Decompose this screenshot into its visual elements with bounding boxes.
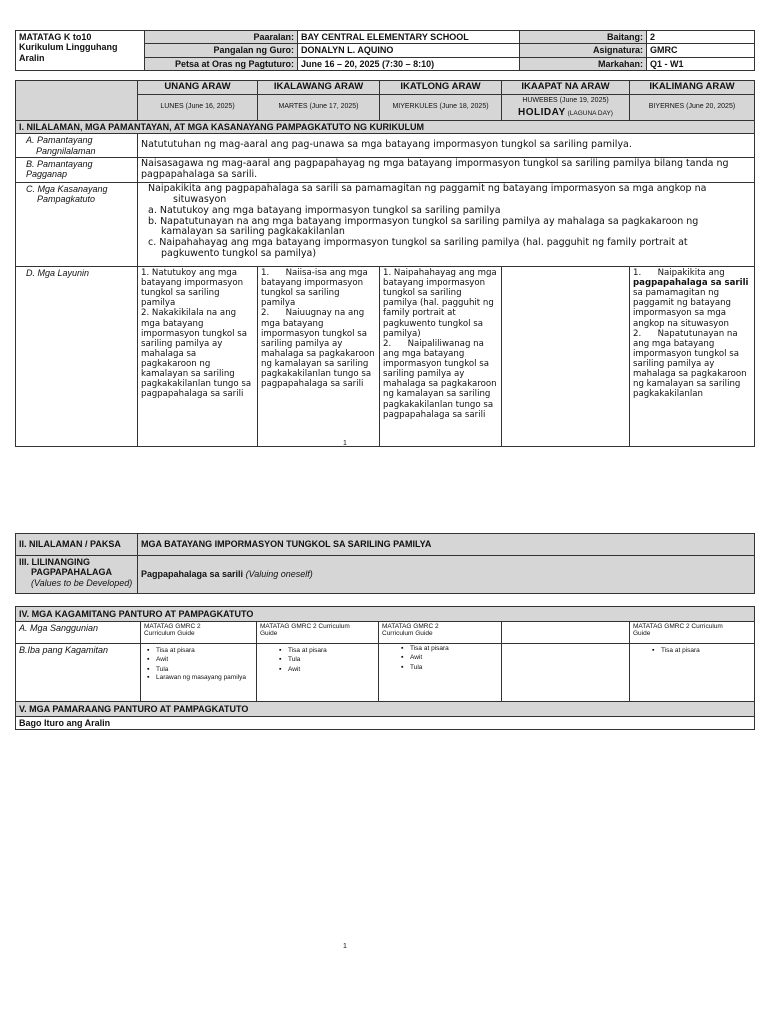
sanggunian-label: A. Mga Sanggunian	[16, 622, 141, 644]
day-2-date: MARTES (June 17, 2025)	[258, 94, 380, 120]
layunin-day-4	[502, 266, 630, 446]
sanggunian-day-2: MATATAG GMRC 2 Curriculum Guide	[257, 622, 379, 644]
list-item: ▪ Awit	[288, 665, 375, 674]
holiday-note: (LAGUNA DAY)	[567, 109, 613, 117]
paaralan-value: BAY CENTRAL ELEMENTARY SCHOOL	[298, 31, 520, 44]
kagamitan-day-1	[141, 644, 257, 702]
layunin-day-3: 1. Naipahahayag ang mga batayang impormasyon tungkol sa sariling pamilya (hal. pagguhit ng family portrait at pagkuwento tungkol sa pamilya) 2. Naipaliliwanag na ang mga batayang impormasyon tungkol sa sariling pamilya ay mahalaga sa pagkakaroon ng kamalayan sa sariling pagkakakilanlan tungo sa pagpapahalaga sa sarili	[380, 266, 502, 446]
day-5-date: BIYERNES (June 20, 2025)	[630, 94, 755, 120]
kagamitan-day-4	[502, 644, 630, 702]
list-item: ▪ Tula	[156, 665, 253, 674]
lilinanging-label: III. LILINANGING PAGPAPAHALAGA (Values to be Developed)	[16, 556, 138, 594]
page-number-bottom: 1	[343, 943, 347, 950]
kagamitan-day-3	[379, 644, 502, 702]
mga-layunin-label: D. Mga Layunin	[16, 266, 138, 446]
kasanayan-item-c: c. Naipahahayag ang mga batayang impormasyon tungkol sa sariling pamilya (hal. pagguhit ng family portrait at	[148, 237, 688, 249]
day-header-blank	[16, 81, 138, 121]
guro-value: DONALYN L. AQUINO	[298, 44, 520, 57]
list-item: ▪ Awit	[156, 655, 253, 664]
page-number-top: 1	[343, 440, 347, 447]
day-1-date: LUNES (June 16, 2025)	[138, 94, 258, 120]
sanggunian-day-1: MATATAG GMRC 2 Curriculum Guide	[141, 622, 257, 644]
asignatura-value: GMRC	[647, 44, 755, 57]
markahan-label: Markahan:	[520, 57, 647, 70]
day-3-name: IKATLONG ARAW	[380, 81, 502, 95]
kagamitan-label: B.Iba pang Kagamitan	[16, 644, 141, 702]
list-item: ▪ Tula	[288, 655, 375, 664]
markahan-value: Q1 - W1	[647, 57, 755, 70]
day-3-date: MIYERKULES (June 18, 2025)	[380, 94, 502, 120]
layunin-day-2: 1. Naiisa-isa ang mga batayang impormasyon tungkol sa sariling pamilya 2. Naiuugnay na ang mga batayang impormasyon tungkol sa sariling pamilya ay mahalaga sa pagkakaroon ng kamalayan sa sariling pagkakakilanlan tungo sa pagpapahalaga sa sarili	[258, 266, 380, 446]
nilalaman-value: MGA BATAYANG IMPORMASYON TUNGKOL SA SARILING PAMILYA	[138, 534, 755, 556]
day-2-name: IKALAWANG ARAW	[258, 81, 380, 95]
lilinanging-value: Pagpapahalaga sa sarili (Valuing oneself)	[138, 556, 755, 594]
section-5-title: V. MGA PAMARAANG PANTURO AT PAMPAGKATUTO	[16, 702, 755, 717]
layunin-day-1: 1. Natutukoy ang mga batayang impormasyon tungkol sa sariling pamilya 2. Nakakikilala na ang mga batayang impormasyon tungkol sa sariling pamilya ay mahalaga sa pagkakaroon ng kamalayan sa sariling pagkakakilanlan tungo sa pagpapahalaga sa sarili	[138, 266, 258, 446]
sanggunian-day-3: MATATAG GMRC 2 Curriculum Guide	[379, 622, 502, 644]
kasanayan-item-b: b. Napatutunayan na ang mga batayang impormasyon tungkol sa sariling pamilya ay mahalaga sa pagkakaroon ng	[148, 215, 699, 227]
list-item: ▪ Larawan ng masayang pamilya	[156, 674, 253, 681]
day-4-date-text: HUWEBES (June 19, 2025)	[522, 96, 609, 104]
doc-type: MATATAG K to10 Kurikulum Lingguhang Aralin	[16, 31, 145, 71]
kasanayang-pampagkatuto-text: Naipakikita ang pagpapahalaga sa sarili sa pamamagitan ng paggamit ng batayang impormasyon sa mga angkop na situwasyon a. Natutukoy ang mga batayang impormasyon tungkol sa sariling pamilya b. Napatutunayan na ang mga batayang impormasyon tungkol sa sariling pamilya ay mahalaga sa pagkakaroon ng kamalayan sa sariling pagkakakilanlan c. Naipahahayag ang mga batayang impormasyon tungkol sa sariling pamilya (hal. pagguhit ng family portrait at pagkuwento tungkol sa pamilya)	[138, 182, 755, 266]
day-4-name: IKAAPAT NA ARAW	[502, 81, 630, 95]
paaralan-label: Paaralan:	[145, 31, 298, 44]
bago-ituro-label: Bago Ituro ang Aralin	[16, 717, 755, 730]
list-item: ▪ Tisa at pisara	[661, 646, 751, 655]
day-1-name: UNANG ARAW	[138, 81, 258, 95]
section-1-title: I. NILALAMAN, MGA PAMANTAYAN, AT MGA KASANAYANG PAMPAGKATUTO NG KURIKULUM	[16, 120, 755, 133]
list-item: ▪ Tisa at pisara	[410, 644, 498, 653]
kagamitan-day-5	[630, 644, 755, 702]
kasanayan-item-a: a. Natutukoy ang mga batayang impormasyon tungkol sa sariling pamilya	[148, 204, 501, 216]
list-item: ▪ Tisa at pisara	[156, 646, 253, 655]
kagamitan-day-2	[257, 644, 379, 702]
section-1-table	[15, 80, 755, 447]
header-table	[15, 30, 755, 71]
pamantayang-pagganap-text: Naisasagawa ng mag-aaral ang pagpapahayag ng mga batayang impormasyon tungkol sa sariling pamilya bilang tanda ng pagpapahalaga sa sarili.	[138, 157, 755, 182]
kasanayang-pampagkatuto-label: C. Mga Kasanayang Pampagkatuto	[16, 182, 138, 266]
petsa-value: June 16 – 20, 2025 (7:30 – 8:10)	[298, 57, 520, 70]
guro-label: Pangalan ng Guro:	[145, 44, 298, 57]
section-2-3-table	[15, 533, 755, 594]
section-4-title: IV. MGA KAGAMITANG PANTURO AT PAMPAGKATUTO	[16, 607, 755, 622]
petsa-label: Petsa at Oras ng Pagtuturo:	[145, 57, 298, 70]
sanggunian-day-5: MATATAG GMRC 2 Curriculum Guide	[630, 622, 755, 644]
pamantayang-pagganap-label: B. Pamantayang Pagganap	[16, 157, 138, 182]
sanggunian-day-4	[502, 622, 630, 644]
baitang-value: 2	[647, 31, 755, 44]
asignatura-label: Asignatura:	[520, 44, 647, 57]
pamantayang-pangnilalaman-label: A. Pamantayang Pangnilalaman	[16, 134, 138, 158]
section-4-5-table	[15, 606, 755, 730]
list-item: ▪ Tula	[410, 663, 498, 672]
holiday-label: HOLIDAY	[518, 106, 566, 118]
pamantayang-pangnilalaman-text: Natututuhan ng mag-aaral ang pag-unawa sa mga batayang impormasyon tungkol sa sariling pamilya.	[138, 134, 755, 158]
day-4-date	[502, 94, 630, 120]
day-5-name: IKALIMANG ARAW	[630, 81, 755, 95]
layunin-day-5: 1. Naipakikita ang pagpapahalaga sa sarili sa pamamagitan ng paggamit ng batayang impormasyon sa mga angkop na situwasyon 2. Napatutunayan na ang mga batayang impormasyon tungkol sa sariling pamilya ay mahalaga sa pagkakaroon ng kamalayan sa sariling pagkakakilanlan	[630, 266, 755, 446]
nilalaman-label: II. NILALAMAN / PAKSA	[16, 534, 138, 556]
list-item: ▪ Awit	[410, 653, 498, 662]
baitang-label: Baitang:	[520, 31, 647, 44]
list-item: ▪ Tisa at pisara	[288, 646, 375, 655]
